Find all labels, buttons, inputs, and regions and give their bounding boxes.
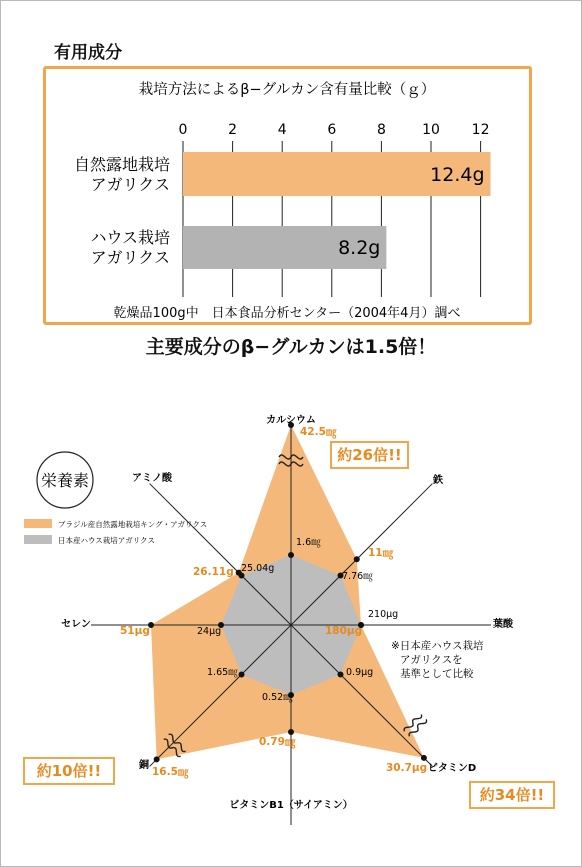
- badge-label: 栄養素: [40, 471, 90, 490]
- note-text: アガリクスを: [400, 654, 463, 666]
- natural-value-label: 180μg: [325, 625, 363, 637]
- house-value-label: 1.6㎎: [296, 537, 321, 548]
- radar-axis-label: 鉄: [433, 475, 443, 486]
- radar-chart: [0, 405, 582, 845]
- house-value-label: 25.04g: [241, 563, 275, 574]
- note-text: 基準として比較: [400, 668, 474, 680]
- callout-label: 約26倍!!: [337, 446, 402, 464]
- natural-data-point: [154, 756, 160, 762]
- legend-label: 日本産ハウス栽培アガリクス: [58, 536, 155, 545]
- x-tick-label: 10: [422, 122, 440, 138]
- value-label: 8.2g: [338, 237, 381, 259]
- radar-axis-label: ビタミンB1（サイアミン）: [229, 800, 353, 811]
- radar-axis-label: 銅: [139, 760, 149, 771]
- x-tick-label: 8: [376, 122, 386, 138]
- house-value-label: 1.65㎎: [207, 667, 238, 678]
- category-label: 自然露地栽培: [73, 155, 170, 174]
- house-data-point: [239, 671, 245, 677]
- value-label: 12.4g: [430, 164, 485, 186]
- natural-value-label: 51μg: [120, 625, 150, 637]
- x-tick-label: 4: [277, 122, 287, 138]
- bar-chart: [46, 69, 529, 322]
- legend-label: ブラジル産自然露地栽培キング・アガリクス: [58, 520, 208, 529]
- house-value-label: 7.76㎎: [342, 571, 373, 582]
- x-tick-label: 2: [228, 122, 238, 138]
- natural-value-label: 30.7μg: [386, 762, 428, 774]
- radar-axis-label: ビタミンD: [427, 763, 477, 774]
- headline: 主要成分のβ−グルカンは1.5倍！: [145, 336, 437, 358]
- house-data-point: [337, 671, 343, 677]
- natural-value-label: 11㎎: [368, 547, 394, 559]
- house-value-label: 210μg: [368, 609, 399, 620]
- category-label: アガリクス: [90, 175, 170, 194]
- callout-label: 約34倍!!: [479, 786, 545, 804]
- x-tick-label: 12: [471, 122, 490, 138]
- house-data-point: [288, 552, 294, 558]
- house-value-label: 0.9μg: [346, 667, 374, 678]
- legend-swatch-natural: [24, 519, 52, 528]
- x-tick-label: 0: [178, 122, 188, 138]
- bar-chart-panel: [43, 66, 532, 325]
- natural-value-label: 16.5㎎: [152, 766, 189, 778]
- house-value-label: 0.52㎎: [262, 692, 293, 703]
- radar-axis-label: アミノ酸: [132, 473, 172, 484]
- natural-data-point: [421, 755, 427, 761]
- natural-value-label: 42.5㎎: [300, 426, 337, 438]
- natural-data-point: [354, 556, 360, 562]
- natural-value-label: 26.11g: [193, 566, 234, 578]
- x-tick-label: 6: [327, 122, 337, 138]
- legend-swatch-house: [24, 535, 52, 544]
- bar-chart-title: 栽培方法によるβ−グルカン含有量比較（ｇ）: [138, 82, 436, 98]
- natural-value-label: 0.79㎎: [259, 736, 296, 748]
- note-text: ※日本産ハウス栽培: [391, 640, 484, 652]
- house-value-label: 24μg: [197, 626, 222, 637]
- section-title: 有用成分: [54, 43, 122, 63]
- natural-data-point: [288, 729, 294, 735]
- category-label: アガリクス: [90, 248, 170, 267]
- category-label: ハウス栽培: [90, 228, 170, 247]
- radar-axis-label: カルシウム: [266, 415, 316, 426]
- radar-axis-label: セレン: [61, 619, 91, 630]
- radar-axis-label: 葉酸: [493, 619, 513, 630]
- bar-chart-footnote: 乾燥品100g中 日本食品分析センター（2004年4月）調べ: [113, 306, 461, 321]
- callout-label: 約10倍!!: [36, 762, 102, 780]
